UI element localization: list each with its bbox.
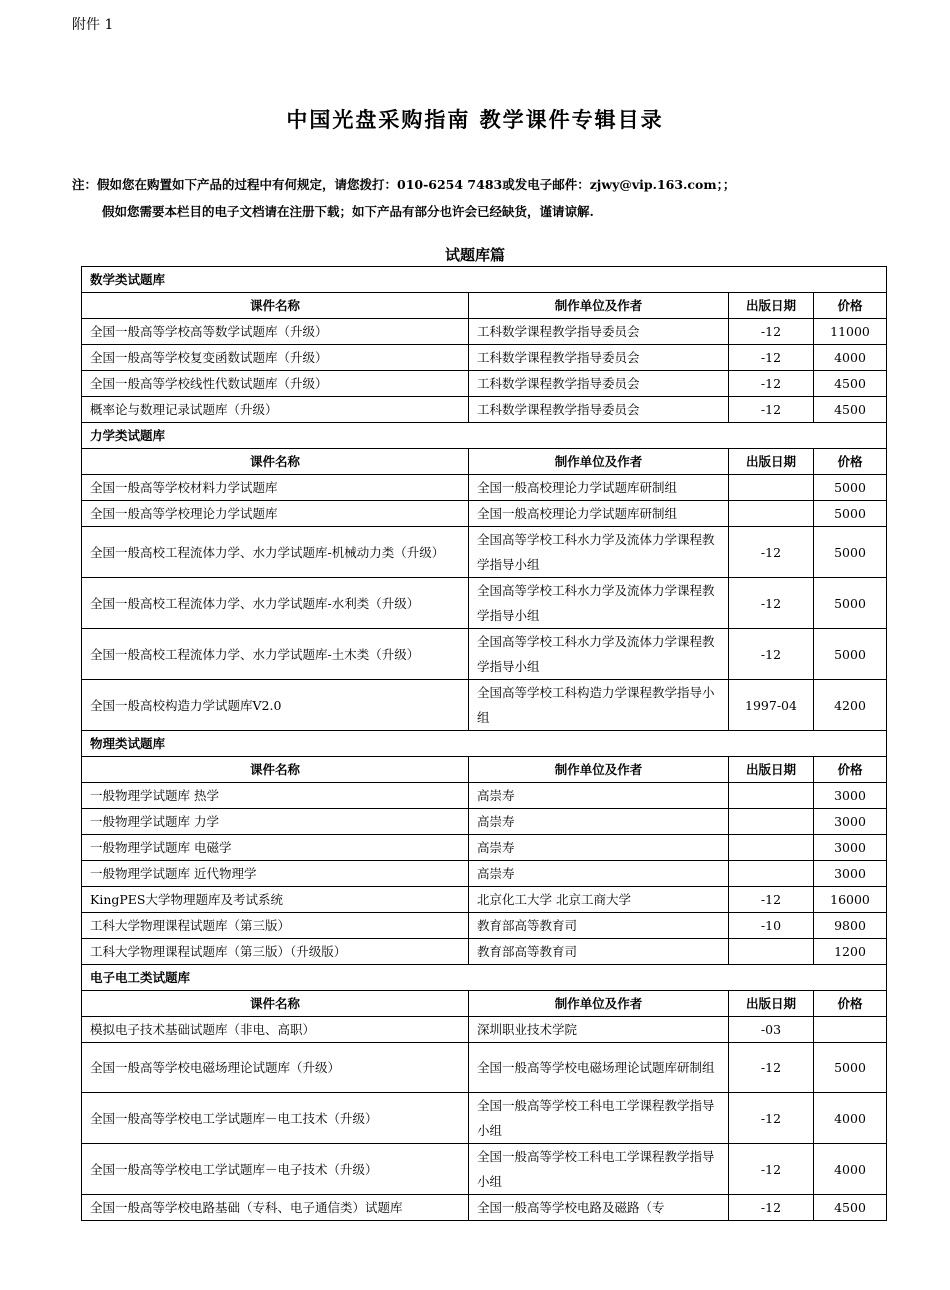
date-cell [729, 835, 814, 861]
date-cell: -12 [729, 371, 814, 397]
price-cell: 4000 [814, 345, 887, 371]
table-row [82, 629, 887, 680]
course-name-cell: 一般物理学试题库 热学 [82, 783, 469, 809]
date-cell: -12 [729, 345, 814, 371]
category-row [82, 267, 887, 293]
author-cell: 北京化工大学 北京工商大学 [469, 887, 729, 913]
header-course-name: 课件名称 [82, 991, 469, 1017]
table-row [82, 913, 887, 939]
price-cell: 3000 [814, 809, 887, 835]
price-cell: 5000 [814, 501, 887, 527]
price-cell: 11000 [814, 319, 887, 345]
header-date: 出版日期 [729, 991, 814, 1017]
course-name-cell: 全国一般高等学校理论力学试题库 [82, 501, 469, 527]
price-cell: 4000 [814, 1093, 887, 1144]
course-name-cell: 全国一般高等学校线性代数试题库（升级） [82, 371, 469, 397]
table-row [82, 680, 887, 731]
author-cell: 高崇寿 [469, 861, 729, 887]
date-cell: -10 [729, 913, 814, 939]
note [72, 171, 912, 225]
price-cell: 4500 [814, 371, 887, 397]
table-header-row [82, 757, 887, 783]
author-cell: 高崇寿 [469, 835, 729, 861]
page-title: 中国光盘采购指南 教学课件专辑目录 [286, 107, 664, 132]
price-cell: 5000 [814, 629, 887, 680]
table-header-row [82, 293, 887, 319]
price-cell: 3000 [814, 783, 887, 809]
price-cell: 9800 [814, 913, 887, 939]
date-cell [729, 501, 814, 527]
category-title: 物理类试题库 [82, 731, 887, 757]
author-cell: 高崇寿 [469, 783, 729, 809]
course-name-cell: 工科大学物理课程试题库（第三版）（升级版） [82, 939, 469, 965]
date-cell: -12 [729, 319, 814, 345]
category-row [82, 965, 887, 991]
table-row [82, 1144, 887, 1195]
date-cell [729, 475, 814, 501]
author-cell: 全国一般高等学校工科电工学课程教学指导小组 [469, 1093, 729, 1144]
header-date: 出版日期 [729, 449, 814, 475]
table-row [82, 527, 887, 578]
date-cell [729, 783, 814, 809]
category-title: 电子电工类试题库 [82, 965, 887, 991]
price-cell: 4500 [814, 397, 887, 423]
course-name-cell: 全国一般高等学校电工学试题库－电子技术（升级） [82, 1144, 469, 1195]
table-row [82, 887, 887, 913]
table-row [82, 397, 887, 423]
date-cell: -12 [729, 578, 814, 629]
note-line-1: 注：假如您在购置如下产品的过程中有何规定，请您拨打：010-6254 7483或发电子邮件：zjwy@vip.163.com；； [72, 177, 736, 192]
course-name-cell: 全国一般高校构造力学试题库V2.0 [82, 680, 469, 731]
author-cell: 教育部高等教育司 [469, 913, 729, 939]
table-row [82, 783, 887, 809]
header-price: 价格 [814, 293, 887, 319]
course-name-cell: 全国一般高等学校电路基础（专科、电子通信类）试题库 [82, 1195, 469, 1221]
table-row [82, 939, 887, 965]
author-cell: 全国高等学校工科水力学及流体力学课程教学指导小组 [469, 578, 729, 629]
author-cell: 工科数学课程教学指导委员会 [469, 319, 729, 345]
table-row [82, 578, 887, 629]
date-cell: -12 [729, 1093, 814, 1144]
course-name-cell: 概率论与数理记录试题库（升级） [82, 397, 469, 423]
price-cell: 3000 [814, 861, 887, 887]
category-title: 数学类试题库 [82, 267, 887, 293]
course-name-cell: 全国一般高校工程流体力学、水力学试题库-机械动力类（升级） [82, 527, 469, 578]
course-name-cell: 全国一般高校工程流体力学、水力学试题库-土木类（升级） [82, 629, 469, 680]
author-cell: 全国高等学校工科水力学及流体力学课程教学指导小组 [469, 527, 729, 578]
date-cell [729, 809, 814, 835]
table-row [82, 345, 887, 371]
date-cell [729, 939, 814, 965]
header-date: 出版日期 [729, 757, 814, 783]
date-cell: -12 [729, 1195, 814, 1221]
header-price: 价格 [814, 449, 887, 475]
date-cell: 1997-04 [729, 680, 814, 731]
author-cell: 全国一般高校理论力学试题库研制组 [469, 475, 729, 501]
price-cell [814, 1017, 887, 1043]
header-course-name: 课件名称 [82, 449, 469, 475]
price-cell: 4500 [814, 1195, 887, 1221]
header-author: 制作单位及作者 [469, 293, 729, 319]
category-row [82, 731, 887, 757]
course-name-cell: 模拟电子技术基础试题库（非电、高职） [82, 1017, 469, 1043]
author-cell: 教育部高等教育司 [469, 939, 729, 965]
category-row [82, 423, 887, 449]
course-name-cell: 全国一般高等学校高等数学试题库（升级） [82, 319, 469, 345]
author-cell: 全国高等学校工科构造力学课程教学指导小组 [469, 680, 729, 731]
section-title: 试题库篇 [444, 246, 505, 264]
date-cell: -12 [729, 1144, 814, 1195]
author-cell: 工科数学课程教学指导委员会 [469, 345, 729, 371]
date-cell: -03 [729, 1017, 814, 1043]
table-header-row [82, 449, 887, 475]
course-name-cell: KingPES大学物理题库及考试系统 [82, 887, 469, 913]
author-cell: 深圳职业技术学院 [469, 1017, 729, 1043]
date-cell: -12 [729, 527, 814, 578]
author-cell: 高崇寿 [469, 809, 729, 835]
header-date: 出版日期 [729, 293, 814, 319]
table-row [82, 835, 887, 861]
price-cell: 4000 [814, 1144, 887, 1195]
category-title: 力学类试题库 [82, 423, 887, 449]
course-name-cell: 全国一般高等学校电磁场理论试题库（升级） [82, 1043, 469, 1093]
table-header-row [82, 991, 887, 1017]
header-author: 制作单位及作者 [469, 757, 729, 783]
price-cell: 5000 [814, 1043, 887, 1093]
price-cell: 5000 [814, 578, 887, 629]
price-cell: 5000 [814, 527, 887, 578]
date-cell: -12 [729, 629, 814, 680]
course-name-cell: 全国一般高校工程流体力学、水力学试题库-水利类（升级） [82, 578, 469, 629]
table-row [82, 371, 887, 397]
attachment-label: 附件 1 [72, 17, 114, 33]
table-row [82, 319, 887, 345]
author-cell: 全国一般高校理论力学试题库研制组 [469, 501, 729, 527]
course-name-cell: 一般物理学试题库 近代物理学 [82, 861, 469, 887]
table-row [82, 475, 887, 501]
author-cell: 全国高等学校工科水力学及流体力学课程教学指导小组 [469, 629, 729, 680]
course-name-cell: 一般物理学试题库 力学 [82, 809, 469, 835]
header-course-name: 课件名称 [82, 757, 469, 783]
course-name-cell: 一般物理学试题库 电磁学 [82, 835, 469, 861]
price-cell: 1200 [814, 939, 887, 965]
course-name-cell: 全国一般高等学校复变函数试题库（升级） [82, 345, 469, 371]
price-cell: 4200 [814, 680, 887, 731]
catalog-table [81, 266, 887, 1221]
table-row [82, 861, 887, 887]
course-name-cell: 工科大学物理课程试题库（第三版） [82, 913, 469, 939]
date-cell: -12 [729, 397, 814, 423]
table-row [82, 1017, 887, 1043]
price-cell: 16000 [814, 887, 887, 913]
table-row [82, 1093, 887, 1144]
date-cell: -12 [729, 1043, 814, 1093]
author-cell: 全国一般高等学校电磁场理论试题库研制组 [469, 1043, 729, 1093]
author-cell: 工科数学课程教学指导委员会 [469, 371, 729, 397]
date-cell [729, 861, 814, 887]
header-author: 制作单位及作者 [469, 991, 729, 1017]
author-cell: 工科数学课程教学指导委员会 [469, 397, 729, 423]
price-cell: 5000 [814, 475, 887, 501]
table-row [82, 809, 887, 835]
course-name-cell: 全国一般高等学校材料力学试题库 [82, 475, 469, 501]
header-price: 价格 [814, 757, 887, 783]
author-cell: 全国一般高等学校电路及磁路（专 [469, 1195, 729, 1221]
header-course-name: 课件名称 [82, 293, 469, 319]
table-row [82, 501, 887, 527]
date-cell: -12 [729, 887, 814, 913]
header-author: 制作单位及作者 [469, 449, 729, 475]
table-row [82, 1195, 887, 1221]
header-price: 价格 [814, 991, 887, 1017]
course-name-cell: 全国一般高等学校电工学试题库－电工技术（升级） [82, 1093, 469, 1144]
author-cell: 全国一般高等学校工科电工学课程教学指导小组 [469, 1144, 729, 1195]
note-line-2: 假如您需要本栏目的电子文档请在注册下载；如下产品有部分也许会已经缺货，谨请谅解. [102, 204, 594, 219]
table-row [82, 1043, 887, 1093]
price-cell: 3000 [814, 835, 887, 861]
